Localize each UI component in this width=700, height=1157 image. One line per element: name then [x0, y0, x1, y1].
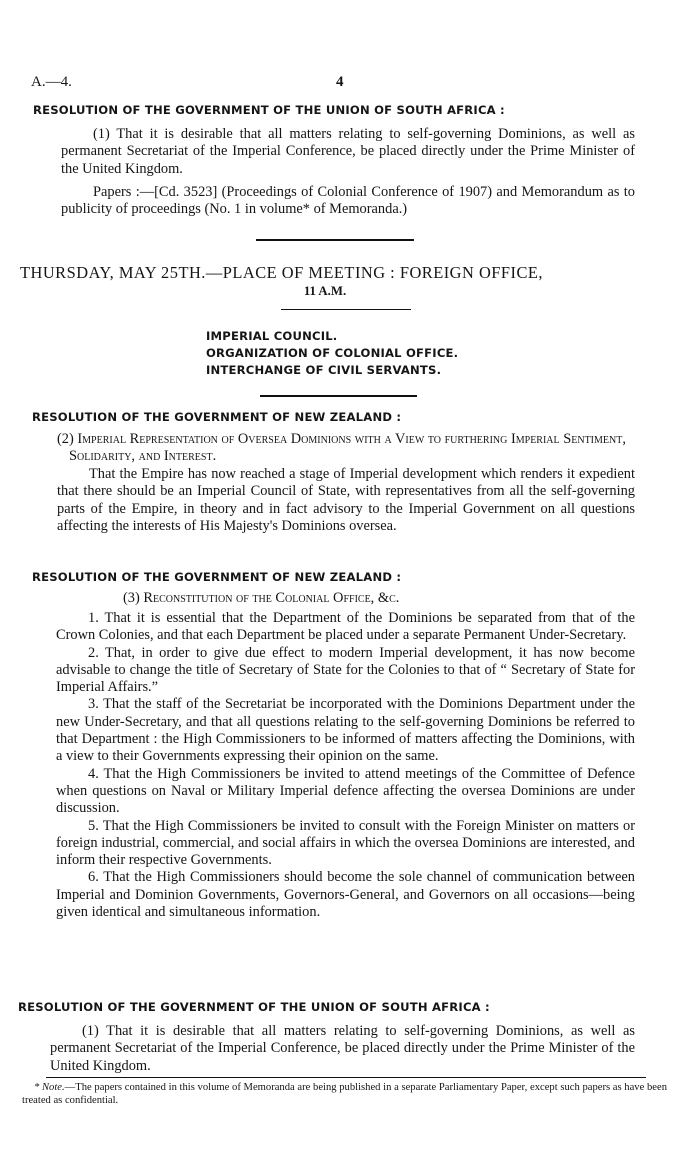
topic-imperial-council: IMPERIAL COUNCIL.: [206, 329, 338, 343]
section4-item: (1) That it is desirable that all matters relating to self-governing Dominions, as well as permanent Secretariat of the Imperial Conference, be placed directly under the Prime Minister of the United Kingdom.: [50, 1023, 635, 1074]
section2-body: That the Empire has now reached a stage of Imperial development which renders it expedient that there should be an Imperial Council of State, with representatives from all the self-governing parts of the Empire, in theory and in fact advisory to the Imperial Government on all questions affecting the interests of His Majesty's Dominions oversea.: [57, 466, 635, 534]
topic-interchange-civil-servants: INTERCHANGE OF CIVIL SERVANTS.: [206, 363, 442, 377]
divider-3: [260, 395, 417, 397]
meeting-time: 11 A.M.: [303, 284, 347, 298]
section1-item: (1) That it is desirable that all matters relating to self-governing Dominions, as well as permanent Secretariat of the Imperial Conference, be placed directly under the Prime Minister of the United Kingdom.: [61, 126, 635, 177]
list-item: 2. That, in order to give due effect to modern Imperial development, it has now become advisable to change the title of Secretary of State for the Colonies to that of “ Secretary of State for Imperial Affairs.”: [56, 644, 635, 696]
footnote-text: —The papers contained in this volume of Memoranda are being published in a separate Parliamentary Paper, except such papers as have been treated as confidential.: [22, 1082, 667, 1106]
section3-heading: RESOLUTION OF THE GOVERNMENT OF NEW ZEALAND :: [32, 570, 402, 584]
list-item: 3. That the staff of the Secretariat be incorporated with the Dominions Department under the new Under-Secretary, and that all questions relating to the self-governing Dominions be referred to that Department : the High Commissioners to be informed of matters affecting the Dominions, with a view to their Governments expressing their opinion on the same.: [56, 696, 635, 765]
list-item: 6. That the High Commissioners should become the sole channel of communication between Imperial and Dominion Governments, Governors-General, and Governors on all occasions—being given identical and simultaneous information.: [56, 869, 635, 921]
section3-items: [56, 610, 635, 921]
section2-subtitle: (2) Imperial Representation of Oversea Dominions with a View to furthering Imperial Sentiment, Solidarity, and Interest.: [57, 431, 626, 465]
meeting-line: THURSDAY, MAY 25TH.—PLACE OF MEETING : FOREIGN OFFICE,: [20, 263, 544, 282]
section2-heading: RESOLUTION OF THE GOVERNMENT OF NEW ZEALAND :: [32, 410, 402, 424]
footnote-rule: [46, 1077, 646, 1078]
divider-2: [281, 309, 411, 310]
topics-list: [206, 328, 458, 379]
footnote-marker: * Note.: [34, 1082, 65, 1093]
section1-papers: Papers :—[Cd. 3523] (Proceedings of Colonial Conference of 1907) and Memorandum as to publicity of proceedings (No. 1 in volume* of Memoranda.): [61, 184, 635, 218]
page-reference: A.—4.: [31, 74, 72, 90]
page-number: 4: [336, 74, 344, 90]
divider-1: [256, 239, 414, 241]
section1-heading: RESOLUTION OF THE GOVERNMENT OF THE UNION OF SOUTH AFRICA :: [33, 103, 505, 117]
list-item: 1. That it is essential that the Department of the Dominions be separated from that of the Crown Colonies, and that each Department be placed under a separate Permanent Under-Secretary.: [56, 610, 635, 644]
list-item: 5. That the High Commissioners be invited to consult with the Foreign Minister on matters or foreign industrial, commercial, and social affairs in which the oversea Dominions are interested, and inform their respective Governments.: [56, 817, 635, 869]
section4-heading: RESOLUTION OF THE GOVERNMENT OF THE UNION OF SOUTH AFRICA :: [18, 1000, 490, 1014]
footnote: [22, 1081, 667, 1107]
section3-subtitle: (3) Reconstitution of the Colonial Office, &c.: [123, 590, 400, 606]
topic-organization-colonial-office: ORGANIZATION OF COLONIAL OFFICE.: [206, 346, 459, 360]
list-item: 4. That the High Commissioners be invited to attend meetings of the Committee of Defence when questions on Naval or Military Imperial defence affecting the oversea Dominions are under discussion.: [56, 765, 635, 817]
